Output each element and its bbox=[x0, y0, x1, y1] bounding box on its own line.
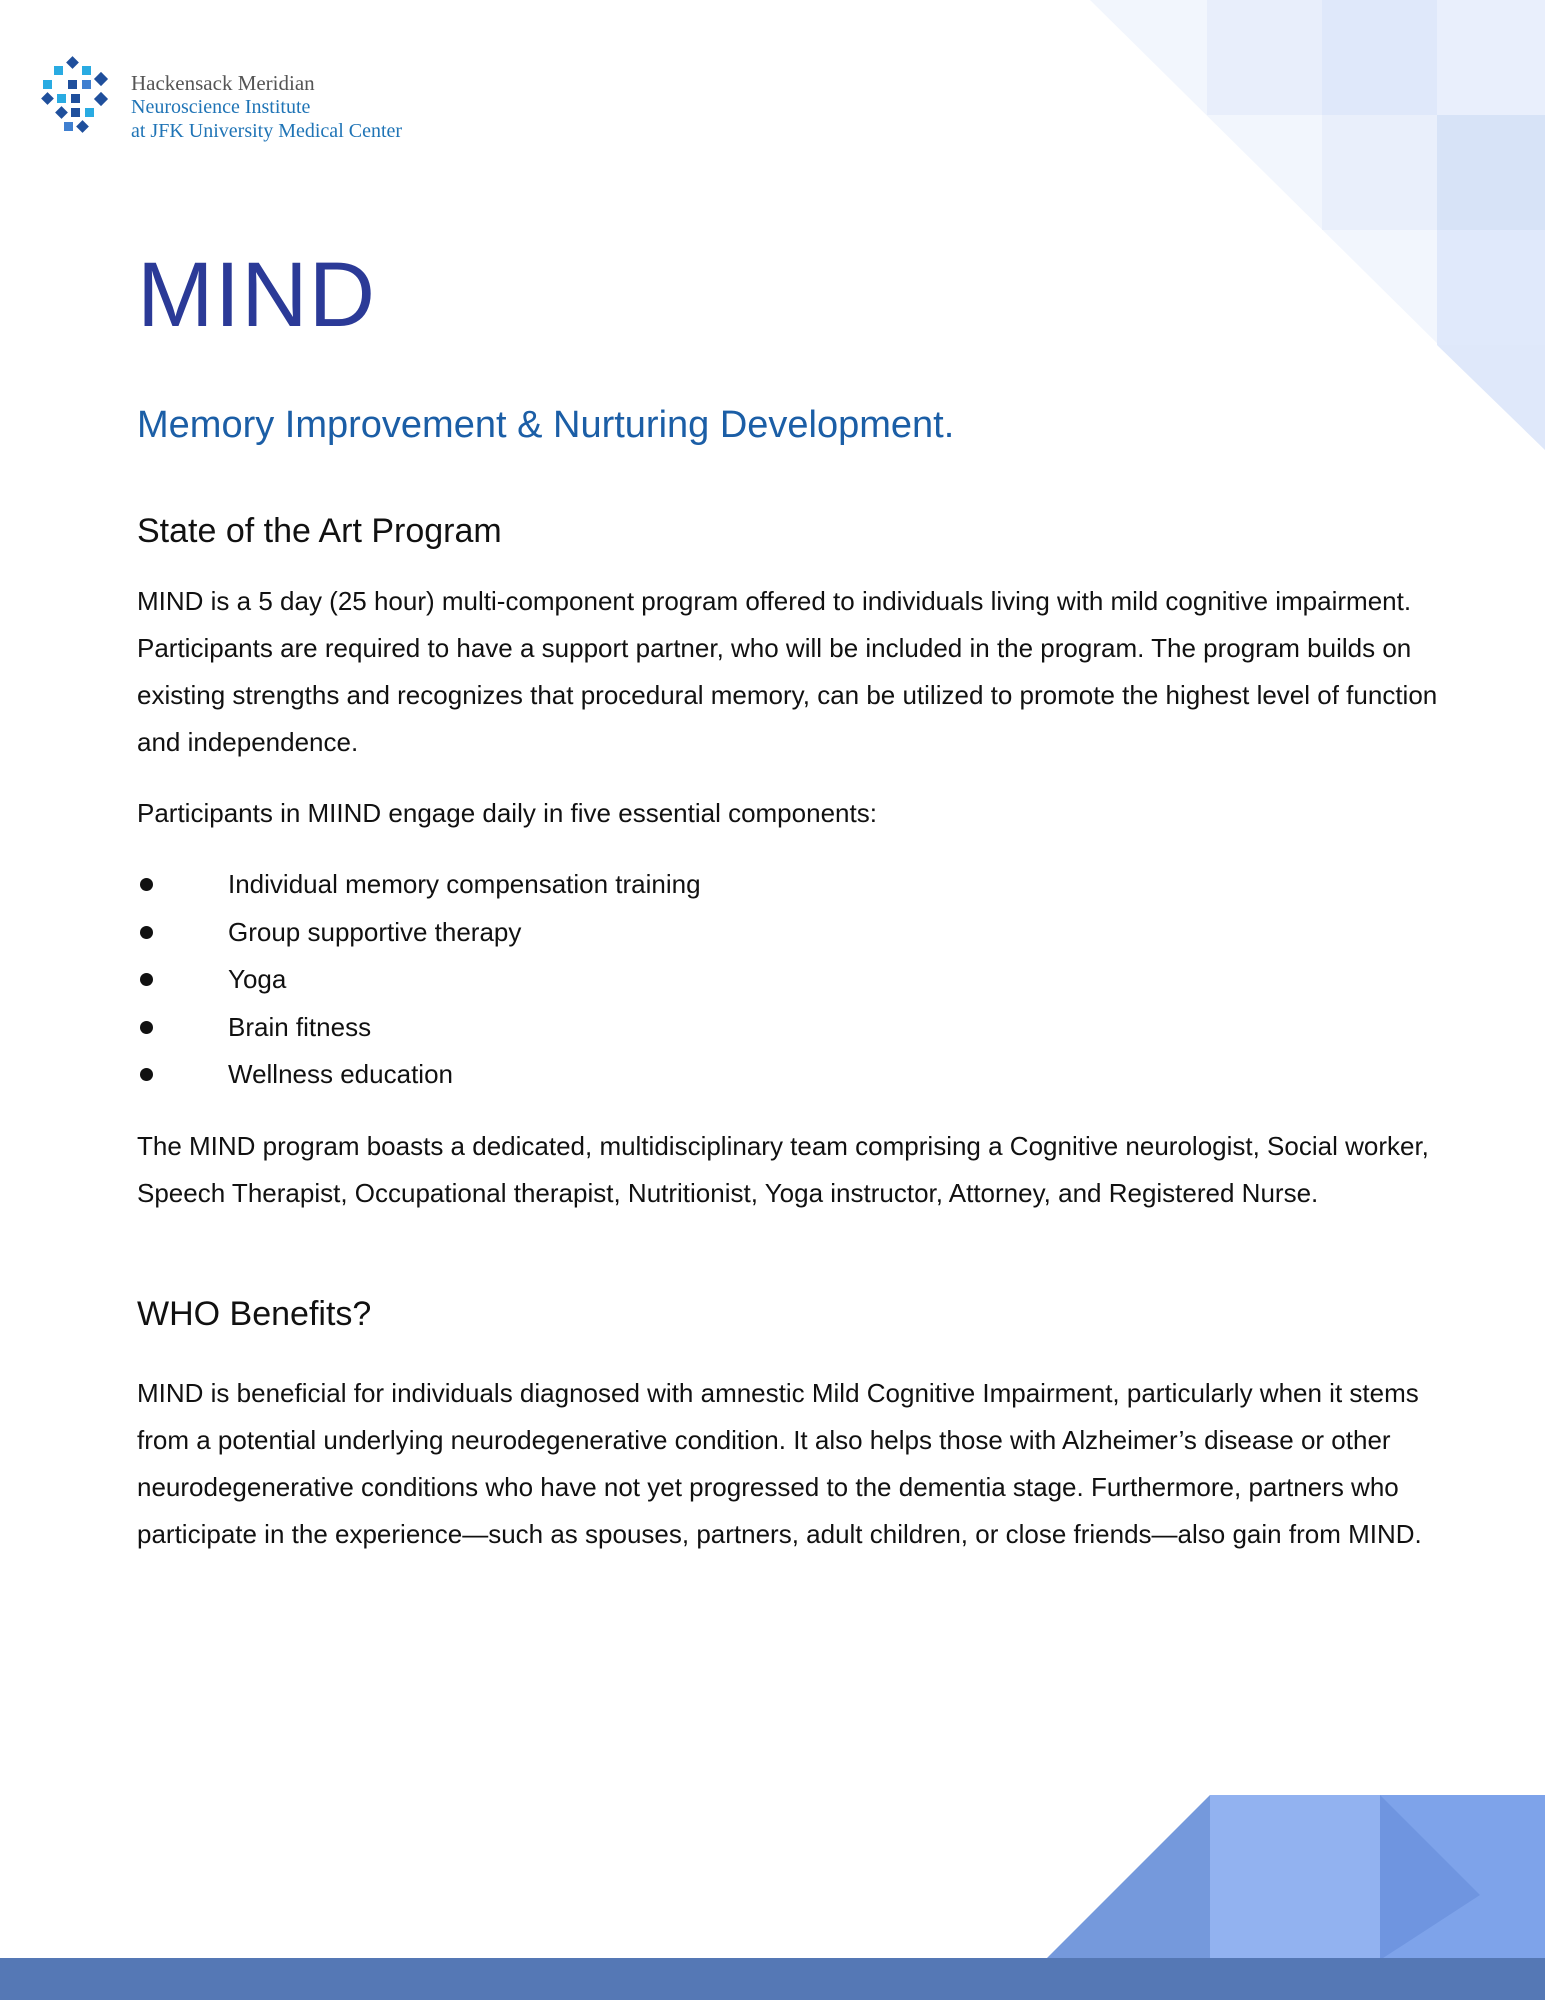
section-who-benefits bbox=[137, 1291, 1467, 1558]
list-item bbox=[137, 909, 1467, 957]
section-heading-program: State of the Art Program bbox=[137, 512, 502, 550]
bullet-icon bbox=[140, 1021, 153, 1034]
logo-line-3: at JFK University Medical Center bbox=[131, 120, 403, 142]
list-item bbox=[137, 1051, 1467, 1099]
program-description: MIND is a 5 day (25 hour) multi-component program offered to individuals living with mild cognitive impairment. Participants are required to have a support partner, who will be included in the program. The program builds on existing strengths and recognizes that procedural memory, can be utilized to promote the highest level of function and independence. bbox=[137, 586, 1438, 757]
benefits-description: MIND is beneficial for individuals diagnosed with amnestic Mild Cognitive Impairment, particularly when it stems from a potential underlying neurodegenerative condition. It also helps those with Alzheimer’s disease or other neurodegenerative conditions who have not yet progressed to the dementia stage. Furthermore, partners who participate in the experience—such as spouses, partners, adult children, or close friends—also gain from MIND. bbox=[137, 1378, 1422, 1549]
list-item bbox=[137, 861, 1467, 909]
page-title: MIND bbox=[137, 244, 377, 346]
list-item-label: Yoga bbox=[228, 964, 287, 994]
logo-line-1: Hackensack Meridian bbox=[131, 71, 315, 95]
logo-mark-icon bbox=[40, 56, 120, 146]
team-description: The MIND program boasts a dedicated, multidisciplinary team comprising a Cognitive neurologist, Social worker, Speech Therapist, Occupational therapist, Nutritionist, Yoga instructor, Attorney, and Registered Nurse. bbox=[137, 1130, 1429, 1208]
bullet-icon bbox=[140, 926, 153, 939]
list-item-label: Individual memory compensation training bbox=[228, 869, 701, 899]
logo-text bbox=[131, 71, 402, 143]
bullet-icon bbox=[140, 1068, 153, 1081]
footer-bar bbox=[0, 1958, 1545, 2000]
page-subtitle: Memory Improvement & Nurturing Development. bbox=[137, 404, 955, 446]
bullet-icon bbox=[140, 878, 153, 891]
list-item bbox=[137, 1004, 1467, 1052]
institute-logo bbox=[40, 56, 440, 156]
components-intro: Participants in MIIND engage daily in five essential components: bbox=[137, 798, 877, 828]
list-item-label: Wellness education bbox=[228, 1059, 453, 1089]
list-item-label: Group supportive therapy bbox=[228, 916, 522, 947]
bullet-icon bbox=[140, 973, 153, 986]
components-list bbox=[137, 861, 1467, 1099]
section-heading-benefits: WHO Benefits? bbox=[137, 1295, 372, 1333]
section-state-of-art bbox=[137, 508, 1467, 1217]
list-item-label: Brain fitness bbox=[228, 1011, 372, 1042]
logo-line-2: Neuroscience Institute bbox=[131, 96, 311, 118]
list-item bbox=[137, 956, 1467, 1004]
